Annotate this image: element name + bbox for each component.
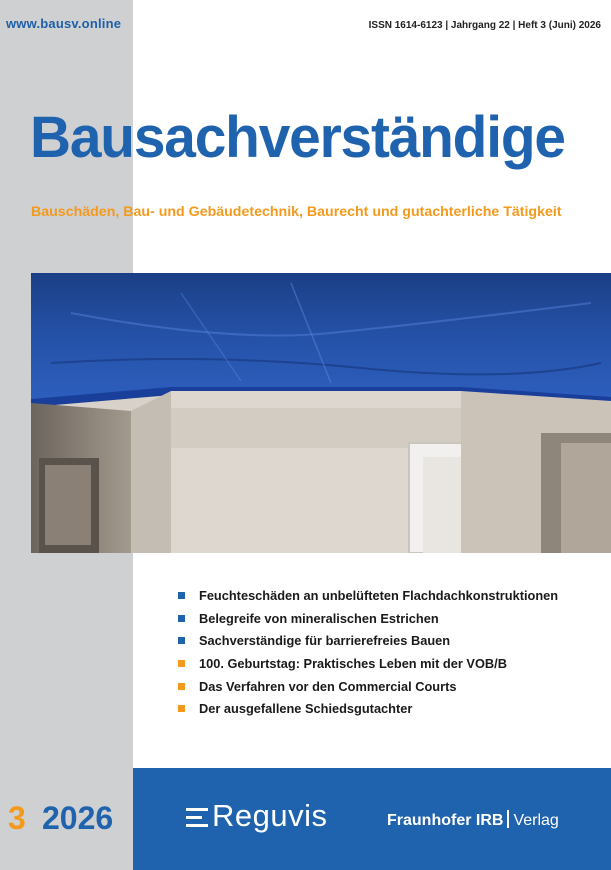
list-item[interactable] <box>178 611 558 634</box>
publisher-divider <box>507 810 509 828</box>
topic-text: Belegreife von mineralischen Estrichen <box>199 610 439 626</box>
publisher-name: Fraunhofer IRB <box>387 812 504 829</box>
square-bullet-icon <box>178 660 185 667</box>
list-item[interactable] <box>178 656 558 679</box>
room-ceiling-photo-icon <box>31 273 611 553</box>
topic-text: Das Verfahren vor den Commercial Courts <box>199 678 457 694</box>
topic-text: Der ausgefallene Schiedsgutachter <box>199 701 413 717</box>
topic-text: Sachverständige für barrierefreies Bauen <box>199 633 451 649</box>
list-item[interactable] <box>178 633 558 656</box>
list-item[interactable] <box>178 679 558 702</box>
website-url[interactable]: www.bausv.online <box>6 16 122 31</box>
topic-text: Feuchteschäden an unbelüfteten Flachdachkonstruktionen <box>199 588 559 603</box>
list-item[interactable] <box>178 588 558 611</box>
issn-line: ISSN 1614-6123 | Jahrgang 22 | Heft 3 (Juni) 2026 <box>368 20 601 31</box>
publisher-suffix: Verlag <box>513 812 559 829</box>
square-bullet-icon <box>178 615 185 622</box>
square-bullet-icon <box>178 683 185 690</box>
issue-number: 3 <box>8 800 26 836</box>
square-bullet-icon <box>178 705 185 712</box>
square-bullet-icon <box>178 592 185 599</box>
reguvis-logo-icon <box>186 808 208 828</box>
cover-photo <box>31 273 611 553</box>
magazine-subtitle: Bauschäden, Bau- und Gebäudetechnik, Baurecht und gutachterliche Tätigkeit <box>31 204 562 220</box>
publisher-logo[interactable] <box>387 810 559 830</box>
reguvis-logo[interactable]: Reguvis <box>212 798 328 833</box>
magazine-title: Bausachverständige <box>30 105 565 170</box>
issue-year: 2026 <box>42 800 114 836</box>
topic-text: 100. Geburtstag: Praktisches Leben mit der VOB/B <box>199 656 507 672</box>
square-bullet-icon <box>178 637 185 644</box>
topics-list <box>178 588 558 724</box>
list-item[interactable] <box>178 701 558 724</box>
